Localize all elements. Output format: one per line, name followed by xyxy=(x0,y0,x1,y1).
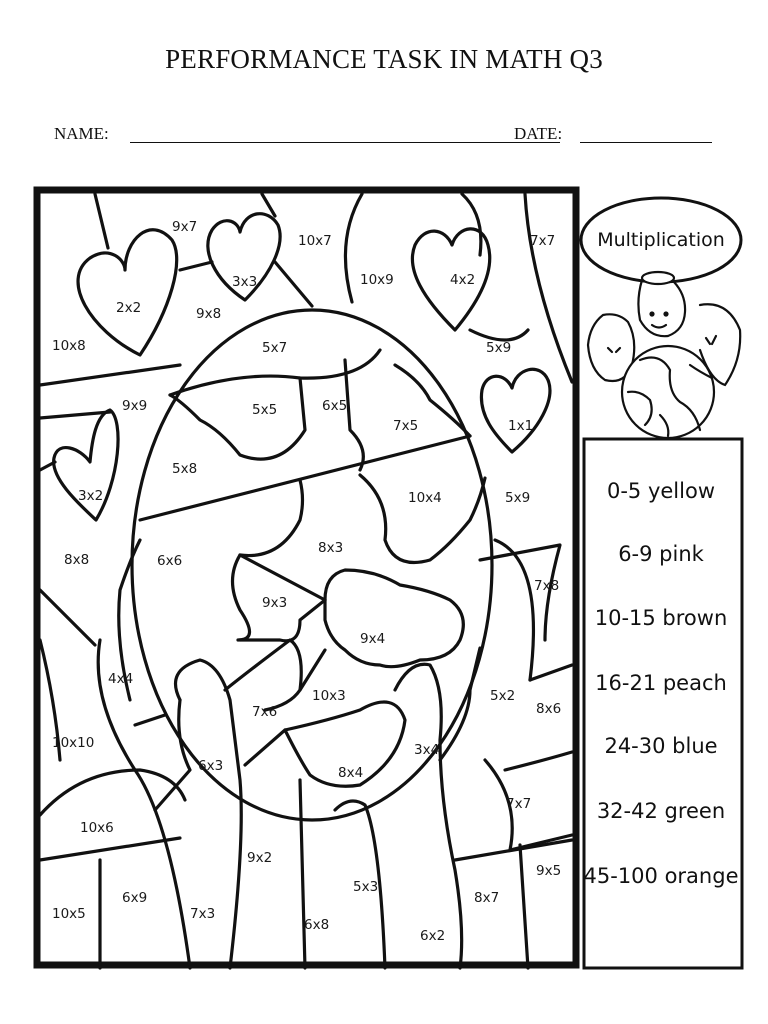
problem-label: 10x9 xyxy=(360,272,394,288)
problem-label: 4x2 xyxy=(450,272,476,288)
problem-label: 7x6 xyxy=(252,704,278,720)
problem-label: 5x9 xyxy=(505,490,531,506)
problem-label: 10x7 xyxy=(298,233,332,249)
problem-label: 9x2 xyxy=(247,850,273,866)
problem-label: 4x4 xyxy=(108,671,134,687)
problem-label: 9x9 xyxy=(122,398,148,414)
problem-label: 3x4 xyxy=(414,742,440,758)
problem-label: 7x7 xyxy=(506,796,532,812)
problem-label: 10x8 xyxy=(52,338,86,354)
problem-label: 8x4 xyxy=(338,765,364,781)
problem-label: 3x2 xyxy=(78,488,104,504)
color-key-item: 6-9 pink xyxy=(618,542,704,566)
problem-label: 9x3 xyxy=(262,595,288,611)
problem-label: 8x7 xyxy=(474,890,500,906)
color-key-item: 32-42 green xyxy=(596,799,726,823)
problem-label: 6x8 xyxy=(304,917,330,933)
date-label: DATE: xyxy=(514,124,563,143)
problem-label: 8x3 xyxy=(318,540,344,556)
problem-label: 1x1 xyxy=(508,418,534,434)
problem-label: 10x10 xyxy=(52,735,95,751)
problem-label: 9x4 xyxy=(360,631,386,647)
problem-label: 2x2 xyxy=(116,300,142,316)
problem-label: 3x3 xyxy=(232,274,258,290)
problem-label: 8x6 xyxy=(536,701,562,717)
problem-label: 7x8 xyxy=(534,578,560,594)
color-key-item: 16-21 peach xyxy=(595,671,727,695)
problem-label: 7x3 xyxy=(190,906,216,922)
worksheet-title: PERFORMANCE TASK IN MATH Q3 xyxy=(165,44,603,74)
problem-label: 5x5 xyxy=(252,402,278,418)
problem-label: 6x6 xyxy=(157,553,183,569)
color-key-item: 24-30 blue xyxy=(604,734,718,758)
problem-label: 8x8 xyxy=(64,552,90,568)
problem-label: 5x9 xyxy=(486,340,512,356)
problem-label: 6x9 xyxy=(122,890,148,906)
problem-label: 10x5 xyxy=(52,906,86,922)
problem-label: 9x8 xyxy=(196,306,222,322)
problem-label: 10x4 xyxy=(408,490,442,506)
badge-text: Multiplication xyxy=(597,229,725,251)
color-key-item: 0-5 yellow xyxy=(606,479,716,503)
problem-label: 5x3 xyxy=(353,879,379,895)
color-key-box xyxy=(584,439,742,968)
problem-label: 6x3 xyxy=(198,758,224,774)
name-label: NAME: xyxy=(54,124,109,143)
problem-label: 9x5 xyxy=(536,863,562,879)
color-key-item: 45-100 orange xyxy=(583,864,739,888)
multiplication-badge xyxy=(581,198,741,282)
kids-globe-icon xyxy=(588,272,740,438)
problem-label: 6x2 xyxy=(420,928,446,944)
problem-label: 7x5 xyxy=(393,418,419,434)
problem-label: 7x7 xyxy=(530,233,556,249)
problem-label: 6x5 xyxy=(322,398,348,414)
problem-label: 5x8 xyxy=(172,461,198,477)
problem-label: 5x7 xyxy=(262,340,288,356)
problem-label: 9x7 xyxy=(172,219,198,235)
color-key-item: 10-15 brown xyxy=(594,606,728,630)
problem-labels xyxy=(52,219,561,944)
problem-label: 5x2 xyxy=(490,688,516,704)
problem-label: 10x6 xyxy=(80,820,114,836)
problem-label: 10x3 xyxy=(312,688,346,704)
